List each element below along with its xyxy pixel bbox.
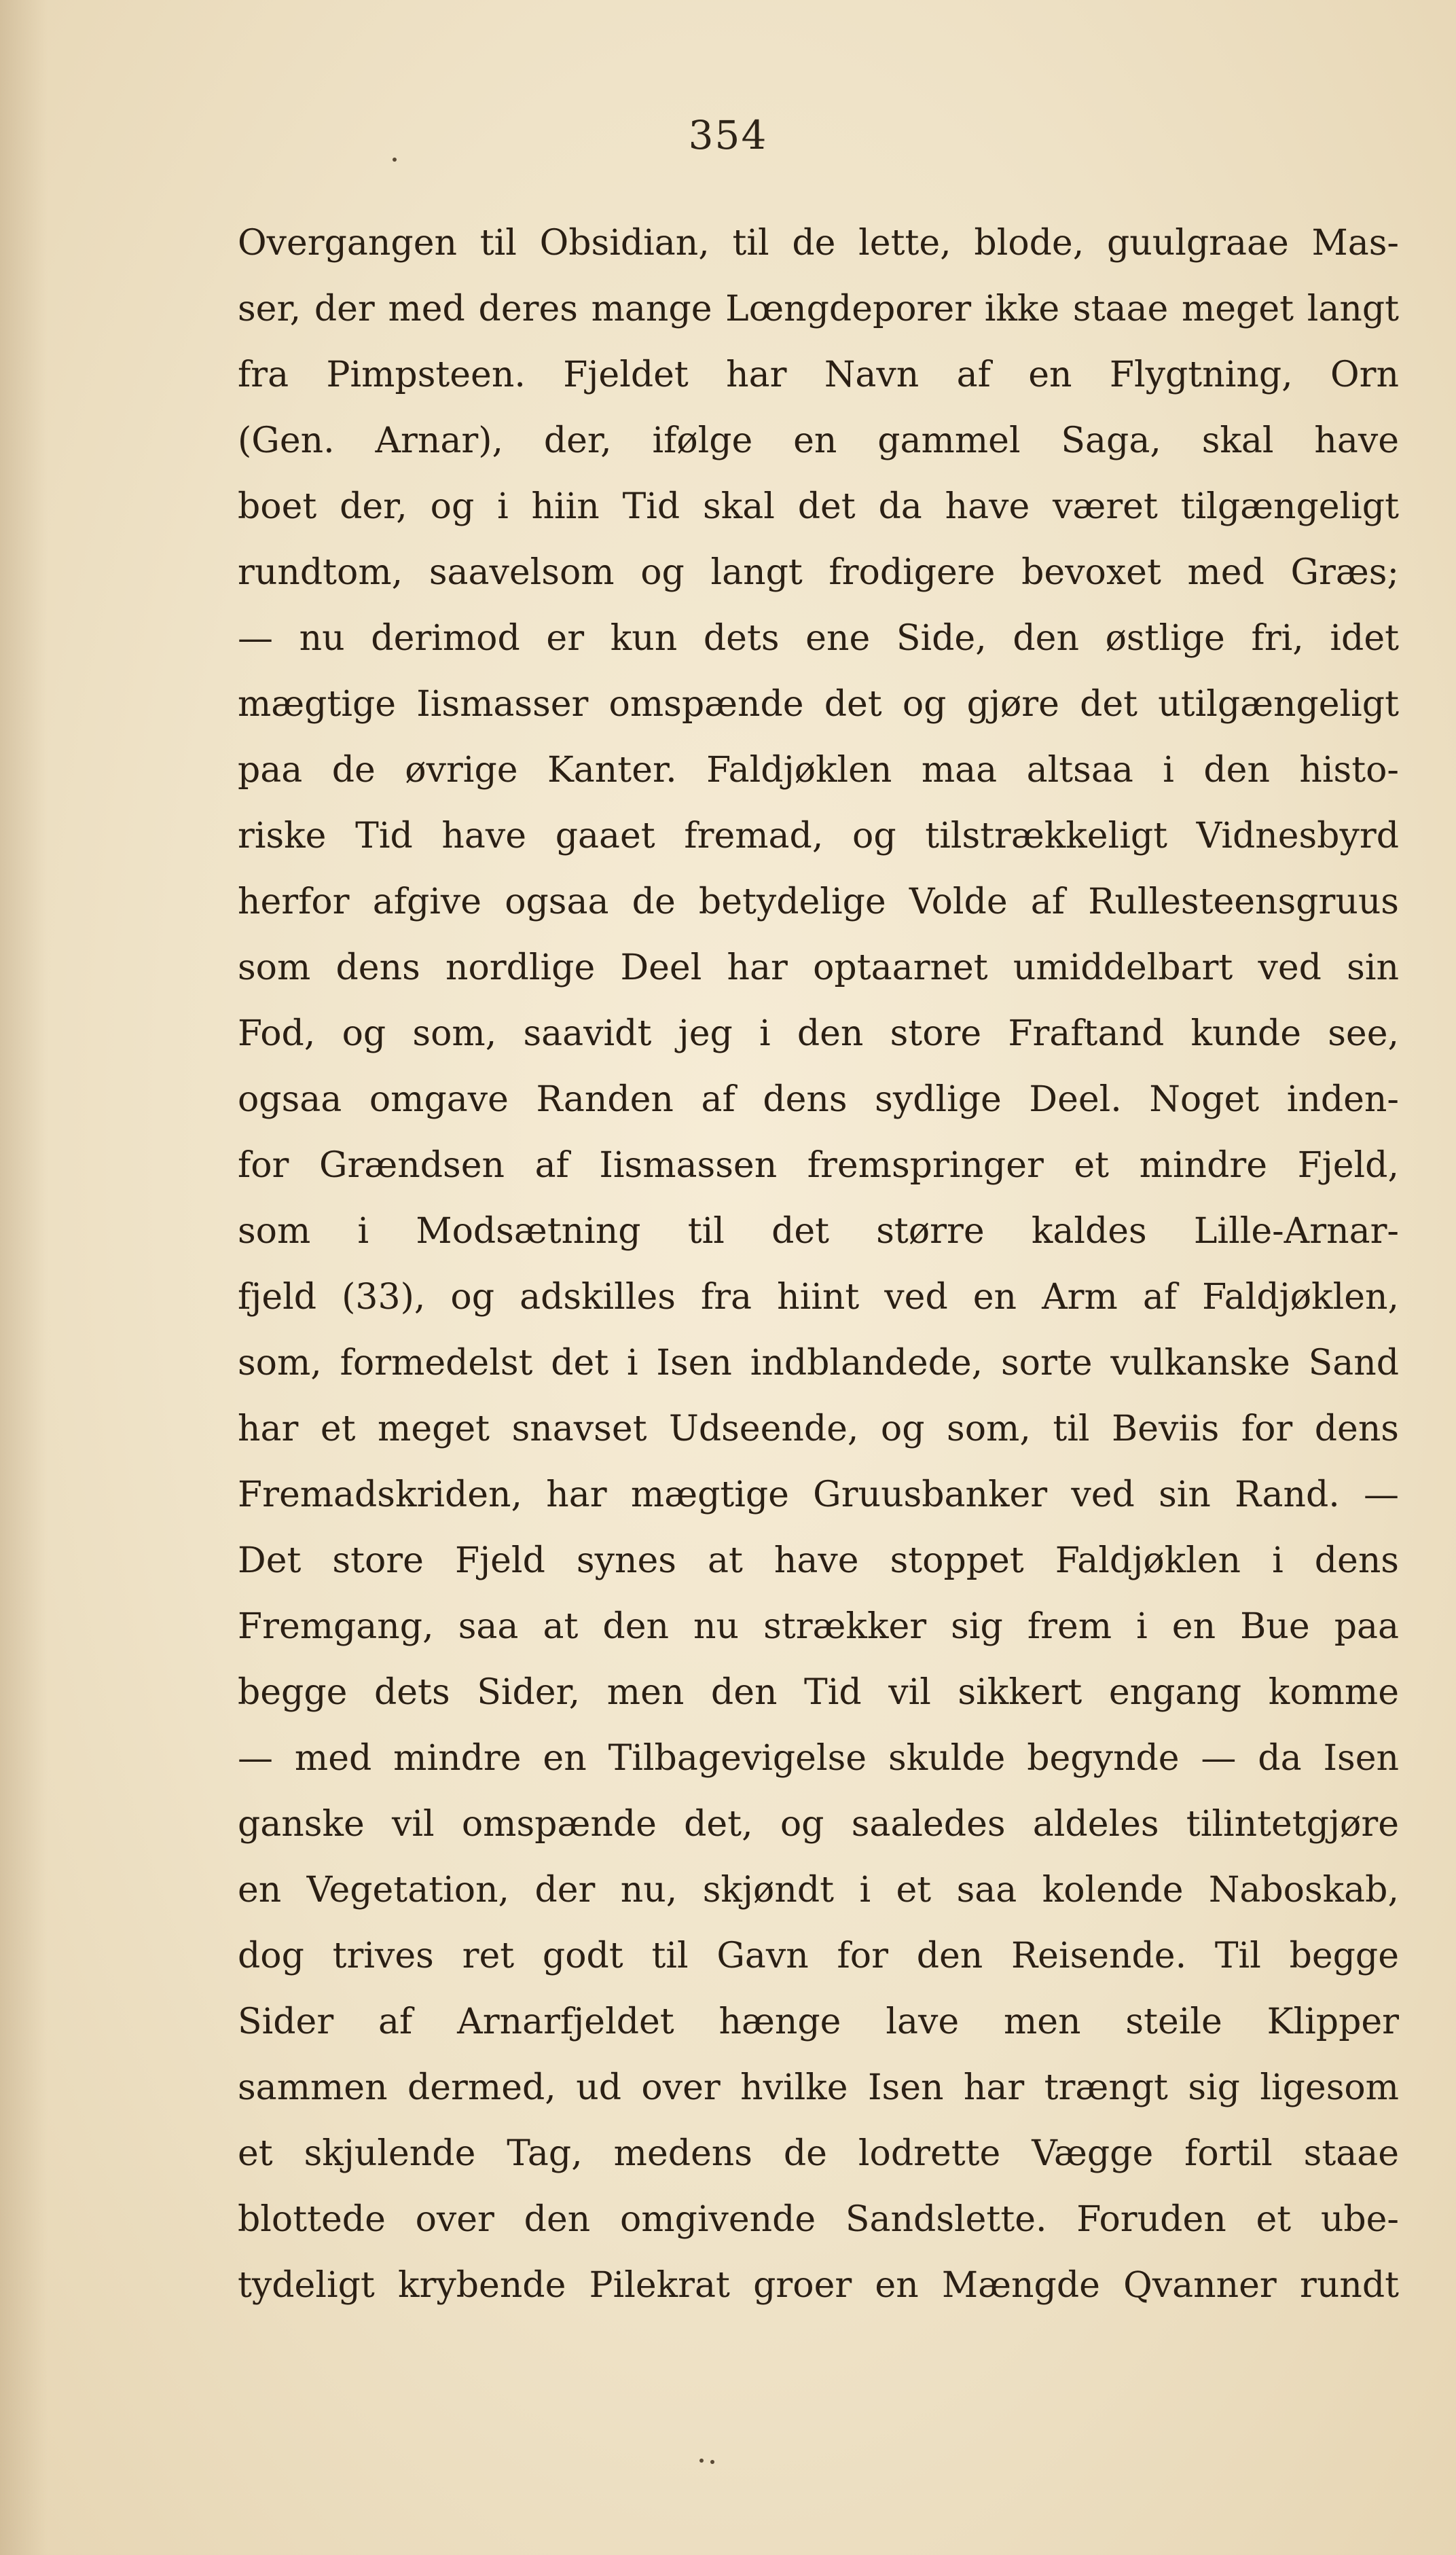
text-line: Det store Fjeld synes at have stoppet Faldjøklen i dens — [238, 1540, 1399, 1581]
text-line: begge dets Sider, men den Tid vil sikkert engang komme — [238, 1672, 1399, 1713]
text-line: som, formedelst det i Isen indblandede, sorte vulkanske Sand — [238, 1343, 1399, 1383]
text-line: herfor afgive ogsaa de betydelige Volde af Rullesteensgruus — [238, 882, 1399, 922]
text-line: Sider af Arnarfjeldet hænge lave men steile Klipper — [238, 2001, 1399, 2042]
text-line: har et meget snavset Udseende, og som, til Beviis for dens — [238, 1409, 1399, 1449]
text-line: tydeligt krybende Pilekrat groer en Mængde Qvanner rundt — [238, 2265, 1399, 2306]
text-line: fjeld (33), og adskilles fra hiint ved en Arm af Faldjøklen, — [238, 1277, 1399, 1318]
text-line: som dens nordlige Deel har optaarnet umiddelbart ved sin — [238, 947, 1399, 988]
text-line: ser, der med deres mange Lœngdeporer ikke staae meget langt — [238, 289, 1399, 329]
ink-speck — [699, 2459, 704, 2463]
text-line: riske Tid have gaaet fremad, og tilstrækkeligt Vidnesbyrd — [238, 816, 1399, 856]
text-line: Fremadskriden, har mægtige Gruusbanker ved sin Rand. — — [238, 1474, 1399, 1515]
text-line: — med mindre en Tilbagevigelse skulde begynde — da Isen — [238, 1738, 1399, 1779]
text-line: (Gen. Arnar), der, ifølge en gammel Saga, skal have — [238, 420, 1399, 461]
text-line: et skjulende Tag, medens de lodrette Vægge fortil staae — [238, 2133, 1399, 2174]
text-line: boet der, og i hiin Tid skal det da have været tilgængeligt — [238, 486, 1399, 527]
ink-speck — [710, 2460, 714, 2464]
text-line: for Grændsen af Iismassen fremspringer et mindre Fjeld, — [238, 1145, 1399, 1186]
text-line: ganske vil omspænde det, og saaledes aldeles tilintetgjøre — [238, 1804, 1399, 1845]
text-line: — nu derimod er kun dets ene Side, den østlige fri, idet — [238, 618, 1399, 659]
text-line: en Vegetation, der nu, skjøndt i et saa kolende Naboskab, — [238, 1870, 1399, 1910]
text-line: paa de øvrige Kanter. Faldjøklen maa altsaa i den histo- — [238, 750, 1399, 791]
text-line: fra Pimpsteen. Fjeldet har Navn af en Flygtning, Orn — [238, 355, 1399, 395]
text-line: rundtom, saavelsom og langt frodigere bevoxet med Græs; — [238, 552, 1399, 593]
text-line: som i Modsætning til det større kaldes Lille-Arnar- — [238, 1211, 1399, 1252]
ink-speck — [393, 158, 397, 162]
text-line: Fod, og som, saavidt jeg i den store Fraftand kunde see, — [238, 1013, 1399, 1054]
body-text — [238, 211, 1399, 2319]
text-line: mægtige Iismasser omspænde det og gjøre det utilgængeligt — [238, 684, 1399, 725]
text-line: Fremgang, saa at den nu strækker sig frem i en Bue paa — [238, 1606, 1399, 1647]
text-line: ogsaa omgave Randen af dens sydlige Deel. Noget inden- — [238, 1079, 1399, 1120]
text-line: blottede over den omgivende Sandslette. Foruden et ube- — [238, 2199, 1399, 2240]
text-line: Overgangen til Obsidian, til de lette, blode, guulgraae Mas- — [238, 223, 1399, 264]
text-line: dog trives ret godt til Gavn for den Reisende. Til begge — [238, 1936, 1399, 1976]
page-number: 354 — [688, 112, 768, 158]
text-line: sammen dermed, ud over hvilke Isen har trængt sig ligesom — [238, 2067, 1399, 2108]
